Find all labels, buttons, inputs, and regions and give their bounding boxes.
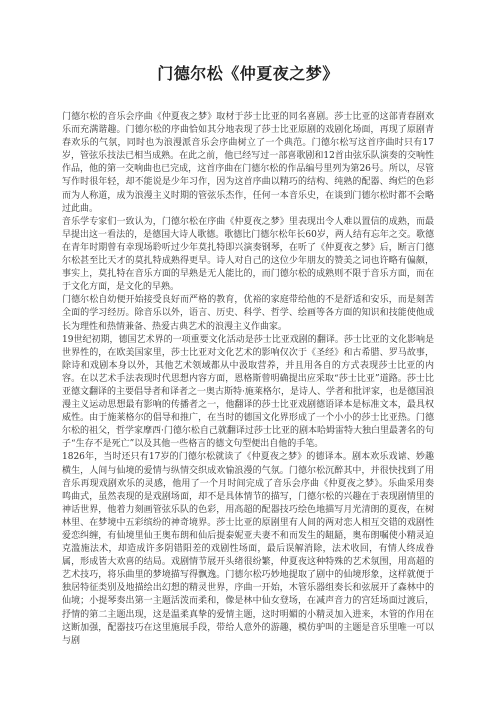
paragraph: 门德尔松的音乐会序曲《仲夏夜之梦》取材于莎士比亚的同名喜剧。莎士比亚的这部青春剧欢乐而充满谐趣。门德尔松的序曲恰如其分地表现了莎士比亚原剧的戏剧化场面，再现了原剧青春欢乐的气氛，同时也为浪漫派音乐会序曲树立了一个典范。门德尔松写这首序曲时只有17岁，管弦乐技法已相当成熟。在此之前，他已经写过一部喜歌剧和12首由弦乐队演奏的交响性作品，他的第一交响曲也已完成，这首序曲在门德尔松的作品编号里列为第26号。所以，尽管写作时很年轻，却不能说是少年习作，因为这首序曲以精巧的结构、纯熟的配器、绚烂的色彩而为人称道，成为浪漫主义时期的管弦乐杰作，任何一本音乐史，在谈到门德尔松时都不会略过此曲。 [62, 112, 434, 214]
document-title: 门德尔松《仲夏夜之梦》 [157, 64, 339, 83]
paragraph: 1826年，当时还只有17岁的门德尔松就读了《仲夏夜之梦》的德译本。剧本欢乐戏谑、妙趣横生，人间与仙境的爱情与纵情交织成欢愉浪漫的气氛。门德尔松沉醉其中，并很快找到了用音乐再现戏剧欢乐的灵感，他用了一个月时间完成了音乐会序曲《仲夏夜之梦》。乐曲采用奏鸣曲式，虽然表现的是戏剧场面，却不是具体情节的描写，门德尔松的兴趣在于表现剧情里的神话世界，他着力刻画管弦乐队的色彩，用高超的配器技巧绘色地描写月光清朗的夏夜，在树林里、在梦境中五彩缤纷的神奇境界。莎士比亚的原剧里有人间的两对恋人相互交错的戏剧性爱恋纠缠，有仙境里仙王奥布朗和仙后提泰妮亚夫妻不和而发生的龃龉，奥布朗嘱使小精灵迫克滥施法术，却造成许多阴错阳差的戏剧性场面，最后误解消除，法术收回，有情人终成眷属，形成皆大欢喜的结局。戏剧情节展开头绪很纷繁，仲夏夜这种特殊的艺术氛围，用高超的艺术技巧，将乐曲里的梦境描写得飘逸。门德尔松巧妙地提取了剧中的仙境形象，这样就便于独居特征类别及地描绘出幻想的精灵世界，序曲一开始，木管乐器组奏长和弦展开了森林中的仙境；小提琴奏出第一主题活泼而柔和，像是林中仙女登场，在减声音力的宫廷场面过渡后，抒情的第二主题出现，这是温柔真挚的爱情主题，这时明媚的小精灵加入进来，木管的作用在这断加强，配器技巧在这里施展手段，带给人意外的游趣，模仿驴叫的主题是音乐里唯一可以与剧 [62, 452, 434, 646]
paragraph: 19世纪初期，德国艺术界的一项重要文化活动是莎士比亚戏剧的翻译。莎士比亚的文化影响是世界性的，在欧美国家里，莎士比亚对文化艺术的影响仅次于《圣经》和古希腊、罗马故事，除诗和戏剧本身以外，其他艺术领域都从中汲取营养，并且用各自的方式表现莎士比亚的内容。在以艺术手法表现时代思想内容方面，恩格斯曾明确提出应采取“莎士比亚”道路。莎士比亚德文翻译的主要倡导者和译者之一奥古斯特·施莱格尔，是诗人、学者和批评家，也是德国浪漫主义运动思想最有影响的传播者之一，他翻译的莎士比亚戏剧德语译本是标准文本，最具权威性。由于施莱格尔的倡导和推广，在当时的德国文化界形成了一个小小的莎士比亚热。门德尔松的祖父，哲学家摩西·门德尔松自己就翻译过莎士比亚的剧本哈姆雷特大独白里最著名的句子“生存不是死亡”以及其他一些格言的德文句型便出自他的手笔。 [62, 334, 434, 450]
paragraph: 音乐学专家们一致认为，门德尔松在序曲《仲夏夜之梦》里表现出令人难以置信的成熟，而最早提出这一看法的，是德国大诗人歌德。歌德比门德尔松年长60岁，两人结有忘年之交。歌德在青年时期曾有幸现场聆听过少年莫扎特即兴演奏钢琴，在听了《仲夏夜之梦》后，断言门德尔松甚至比天才的莫扎特成熟得更早。诗人对自己的这位少年朋友的赞美之词也许略有偏颇，事实上，莫扎特在音乐方面的早熟是无人能比的，而门德尔松的成熟则不限于音乐方面，而在于文化方面，是文化的早熟。 [62, 216, 434, 293]
paragraph: 门德尔松自幼便开始接受良好而严格的教育，优裕的家庭带给他的不是舒适和安乐，而是刻苦全面的学习经历。除音乐以外，语言、历史、科学、哲学、绘画等各方面的知识和技能使他成长为理性和热情兼备、热爱古典艺术的浪漫主义作曲家。 [62, 295, 434, 332]
document-body [62, 111, 434, 648]
